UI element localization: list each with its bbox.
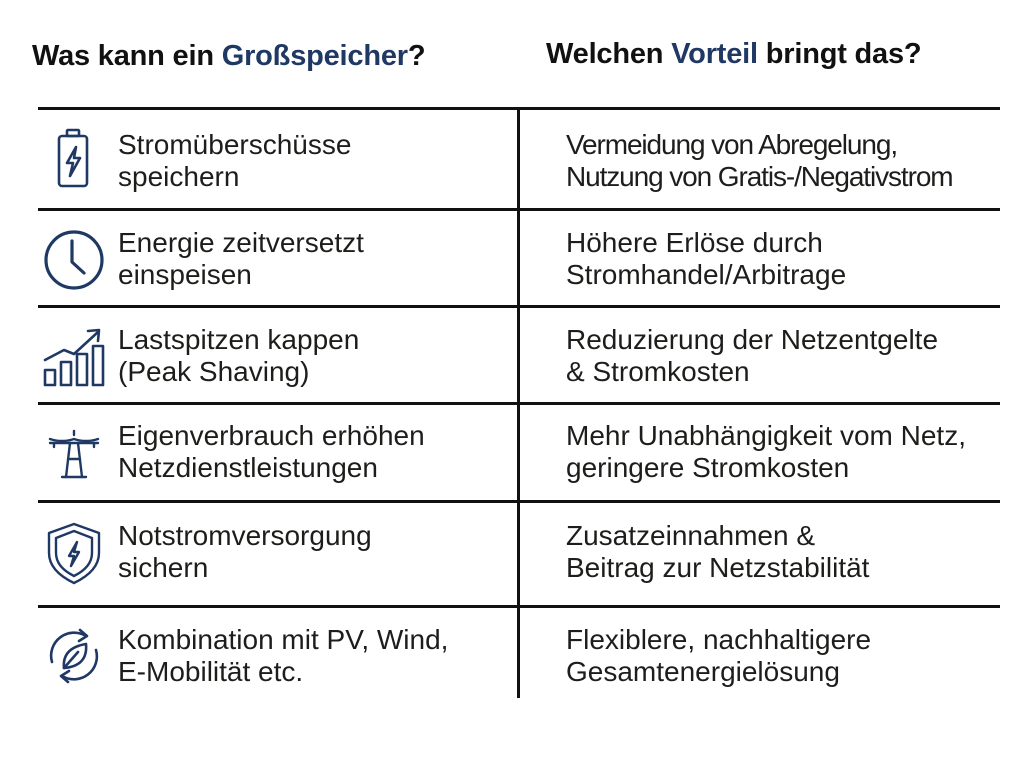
capability-line: Energie zeitversetzt (118, 227, 364, 258)
column-heading-right (546, 38, 921, 71)
benefit-text (566, 227, 846, 291)
capability-line: sichern (118, 552, 209, 583)
table-row (38, 110, 1000, 208)
table-row (38, 405, 1000, 500)
benefit-line: geringere Stromkosten (566, 452, 850, 483)
benefit-text (566, 324, 938, 388)
benefit-line: Reduzierung der Netzentgelte (566, 324, 939, 355)
benefit-line: Beitrag zur Netzstabilität (566, 552, 870, 583)
benefit-line: Vermeidung von Abregelung, (566, 129, 897, 160)
table-row (38, 503, 1000, 605)
capability-line: Notstromversorgung (118, 520, 372, 551)
battery-bolt-icon (42, 127, 106, 191)
heading-left-after: ? (407, 40, 426, 72)
benefit-line: Flexiblere, nachhaltigere (566, 624, 872, 655)
heading-left-before: Was kann ein (32, 40, 222, 72)
benefit-line: Mehr Unabhängigkeit vom Netz, (566, 420, 966, 451)
heading-left-accent: Großspeicher (221, 40, 408, 72)
benefit-line: Nutzung von Gratis-/Negativstrom (566, 161, 953, 192)
capability-line: Netzdienstleistungen (118, 452, 378, 483)
capability-text (118, 624, 448, 688)
bar-chart-trend-icon (42, 324, 106, 388)
power-pylon-icon (42, 421, 106, 485)
capability-line: Kombination mit PV, Wind, (118, 624, 449, 655)
recycle-leaf-icon (42, 624, 106, 688)
capability-line: Eigenverbrauch erhöhen (118, 420, 425, 451)
benefit-text (566, 420, 966, 484)
heading-right-before: Welchen (546, 38, 672, 70)
capability-line: Lastspitzen kappen (118, 324, 360, 355)
capability-text (118, 520, 372, 584)
benefit-line: & Stromkosten (566, 356, 750, 387)
shield-bolt-icon (42, 521, 106, 585)
table-row (38, 308, 1000, 402)
benefit-line: Zusatzeinnahmen & (566, 520, 816, 551)
benefit-text (566, 129, 953, 193)
capability-text (118, 324, 359, 388)
capability-line: Stromüberschüsse (118, 129, 352, 160)
benefit-line: Gesamtenergielösung (566, 656, 840, 687)
benefit-line: Höhere Erlöse durch (566, 227, 823, 258)
table-row (38, 608, 1000, 698)
column-heading-left (32, 40, 425, 73)
capability-line: einspeisen (118, 259, 252, 290)
capability-line: E-Mobilität etc. (118, 656, 304, 687)
capability-text (118, 227, 364, 291)
benefit-text (566, 520, 869, 584)
capability-text (118, 420, 425, 484)
capability-text (118, 129, 351, 193)
benefit-line: Stromhandel/Arbitrage (566, 259, 847, 290)
clock-icon (42, 227, 106, 291)
capability-line: speichern (118, 161, 240, 192)
heading-right-accent: Vorteil (671, 38, 758, 70)
benefit-text (566, 624, 871, 688)
capability-line: (Peak Shaving) (118, 356, 310, 387)
table-row (38, 211, 1000, 305)
heading-right-after: bringt das? (757, 38, 922, 70)
